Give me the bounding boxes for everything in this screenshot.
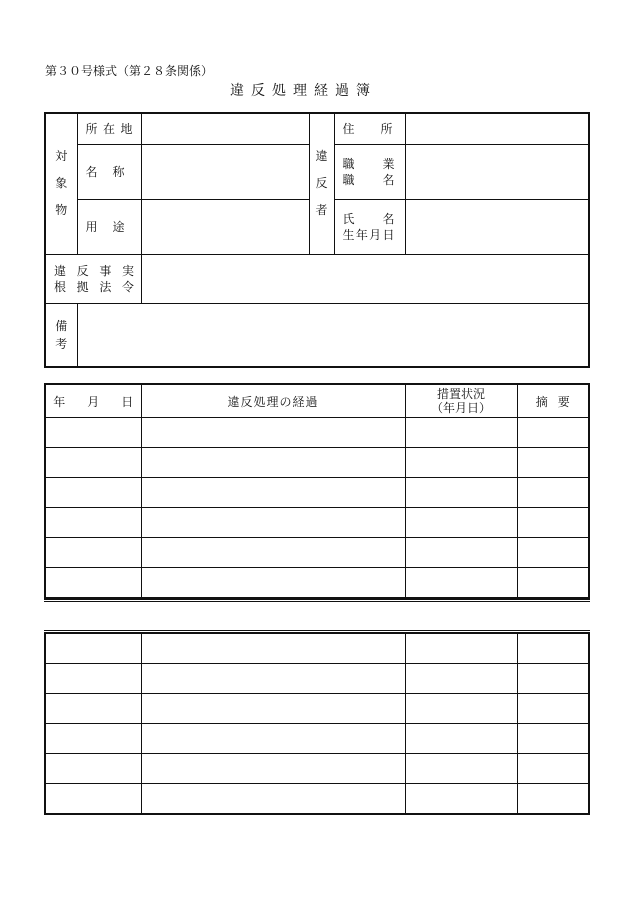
date-cell[interactable] xyxy=(45,418,141,448)
date-cell[interactable] xyxy=(45,754,141,784)
name-field[interactable] xyxy=(141,144,309,199)
status-cell[interactable] xyxy=(405,633,517,664)
date-cell[interactable] xyxy=(45,508,141,538)
use-field[interactable] xyxy=(141,199,309,254)
col-header-summary: 摘要 xyxy=(517,384,589,418)
violator-group-label: 違 反 者 xyxy=(309,113,334,254)
process-cell[interactable] xyxy=(141,754,405,784)
summary-cell[interactable] xyxy=(517,754,589,784)
date-cell[interactable] xyxy=(45,448,141,478)
date-cell[interactable] xyxy=(45,568,141,599)
violation-facts-label: 違 反 事 実 根 拠 法 令 xyxy=(45,254,141,303)
process-cell[interactable] xyxy=(141,508,405,538)
process-cell[interactable] xyxy=(141,724,405,754)
date-cell[interactable] xyxy=(45,784,141,815)
summary-cell[interactable] xyxy=(517,694,589,724)
process-cell[interactable] xyxy=(141,633,405,664)
address-label: 住 所 xyxy=(334,113,405,144)
table-row xyxy=(45,478,589,508)
occupation-field[interactable] xyxy=(405,144,589,199)
summary-cell[interactable] xyxy=(517,724,589,754)
summary-cell[interactable] xyxy=(517,568,589,599)
summary-cell[interactable] xyxy=(517,633,589,664)
process-cell[interactable] xyxy=(141,568,405,599)
summary-cell[interactable] xyxy=(517,508,589,538)
table-row xyxy=(45,724,589,754)
col-header-date: 年 月 日 xyxy=(45,384,141,418)
table-row xyxy=(45,568,589,599)
date-cell[interactable] xyxy=(45,478,141,508)
violation-info-table xyxy=(44,112,590,368)
status-cell[interactable] xyxy=(405,784,517,815)
fullname-label: 氏 名 生 年 月 日 xyxy=(334,199,405,254)
col-header-status: 措置状況 （年月日） xyxy=(405,384,517,418)
date-cell[interactable] xyxy=(45,664,141,694)
date-cell[interactable] xyxy=(45,633,141,664)
table-row xyxy=(45,418,589,448)
process-cell[interactable] xyxy=(141,538,405,568)
status-cell[interactable] xyxy=(405,664,517,694)
status-cell[interactable] xyxy=(405,418,517,448)
object-group-label: 対 象 物 xyxy=(45,113,77,254)
document-title: 違反処理経過簿 xyxy=(230,83,377,99)
process-cell[interactable] xyxy=(141,448,405,478)
status-cell[interactable] xyxy=(405,568,517,599)
table-row xyxy=(45,784,589,815)
use-label: 用 途 xyxy=(77,199,141,254)
history-table-part1 xyxy=(44,383,590,599)
table-row xyxy=(45,538,589,568)
page-cut-line-top xyxy=(44,599,590,602)
summary-cell[interactable] xyxy=(517,538,589,568)
process-cell[interactable] xyxy=(141,784,405,815)
table-row xyxy=(45,633,589,664)
process-cell[interactable] xyxy=(141,418,405,448)
history-table-part2 xyxy=(44,632,590,815)
violation-facts-field[interactable] xyxy=(141,254,589,303)
date-cell[interactable] xyxy=(45,724,141,754)
location-label: 所 在 地 xyxy=(77,113,141,144)
table-row xyxy=(45,448,589,478)
summary-cell[interactable] xyxy=(517,448,589,478)
status-cell[interactable] xyxy=(405,538,517,568)
remarks-label: 備 考 xyxy=(45,303,77,367)
address-field[interactable] xyxy=(405,113,589,144)
status-cell[interactable] xyxy=(405,448,517,478)
status-cell[interactable] xyxy=(405,478,517,508)
location-field[interactable] xyxy=(141,113,309,144)
table-row xyxy=(45,754,589,784)
name-label: 名 称 xyxy=(77,144,141,199)
remarks-field[interactable] xyxy=(77,303,589,367)
status-cell[interactable] xyxy=(405,754,517,784)
date-cell[interactable] xyxy=(45,694,141,724)
process-cell[interactable] xyxy=(141,664,405,694)
table-row xyxy=(45,694,589,724)
fullname-field[interactable] xyxy=(405,199,589,254)
status-cell[interactable] xyxy=(405,724,517,754)
table-row xyxy=(45,508,589,538)
form-number: 第３０号様式（第２８条関係） xyxy=(45,64,214,78)
summary-cell[interactable] xyxy=(517,784,589,815)
summary-cell[interactable] xyxy=(517,664,589,694)
occupation-label: 職 業 職 名 xyxy=(334,144,405,199)
process-cell[interactable] xyxy=(141,694,405,724)
status-cell[interactable] xyxy=(405,694,517,724)
date-cell[interactable] xyxy=(45,538,141,568)
process-cell[interactable] xyxy=(141,478,405,508)
col-header-process: 違反処理の経過 xyxy=(141,384,405,418)
table-row xyxy=(45,664,589,694)
summary-cell[interactable] xyxy=(517,418,589,448)
summary-cell[interactable] xyxy=(517,478,589,508)
status-cell[interactable] xyxy=(405,508,517,538)
